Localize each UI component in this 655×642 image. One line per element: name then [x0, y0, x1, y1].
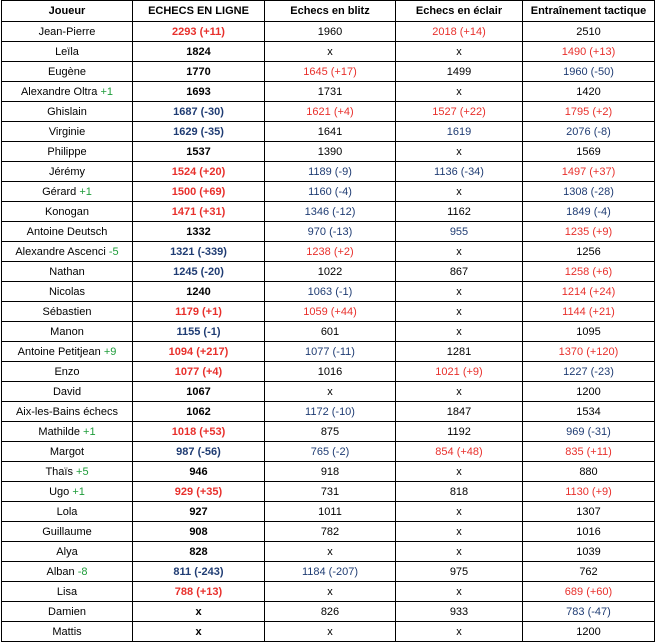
eclair-rating: 1847	[396, 402, 523, 422]
player-cell	[2, 442, 133, 462]
player-cell	[2, 402, 133, 422]
player-cell	[2, 522, 133, 542]
tactic-rating: 969 (-31)	[523, 422, 655, 442]
blitz-rating: x	[265, 542, 396, 562]
tactic-rating: 1256	[523, 242, 655, 262]
blitz-rating: 1077 (-11)	[265, 342, 396, 362]
eclair-rating: x	[396, 502, 523, 522]
player-name: Margot	[49, 445, 85, 458]
eclair-rating: 975	[396, 562, 523, 582]
eclair-rating: x	[396, 282, 523, 302]
player-name: David	[52, 385, 82, 398]
tactic-rating: 1849 (-4)	[523, 202, 655, 222]
player-cell	[2, 22, 133, 42]
player-cell	[2, 342, 133, 362]
player-name: Ghislain	[47, 105, 87, 118]
eclair-rating: 1619	[396, 122, 523, 142]
eclair-rating: 1162	[396, 202, 523, 222]
player-cell	[2, 362, 133, 382]
table-row	[2, 422, 655, 442]
tactic-rating: 880	[523, 462, 655, 482]
player-cell	[2, 502, 133, 522]
table-row	[2, 562, 655, 582]
blitz-rating: 1238 (+2)	[265, 242, 396, 262]
eclair-rating: 1499	[396, 62, 523, 82]
player-name: Alexandre Ascenci	[15, 245, 106, 258]
eclair-rating: 2018 (+14)	[396, 22, 523, 42]
player-cell	[2, 282, 133, 302]
table-row	[2, 442, 655, 462]
online-rating: 929 (+35)	[133, 482, 265, 502]
online-rating: 811 (-243)	[133, 562, 265, 582]
tactic-rating: 1016	[523, 522, 655, 542]
tactic-rating: 1235 (+9)	[523, 222, 655, 242]
blitz-rating: 1063 (-1)	[265, 282, 396, 302]
table-row	[2, 322, 655, 342]
player-name: Ugo	[49, 485, 70, 498]
table-row	[2, 502, 655, 522]
blitz-rating: 1390	[265, 142, 396, 162]
eclair-rating: 1192	[396, 422, 523, 442]
tactic-rating: 1200	[523, 622, 655, 642]
player-name: Philippe	[47, 145, 87, 158]
online-rating: 1155 (-1)	[133, 322, 265, 342]
player-cell	[2, 322, 133, 342]
player-cell	[2, 262, 133, 282]
eclair-rating: 1021 (+9)	[396, 362, 523, 382]
online-rating: x	[133, 622, 265, 642]
online-rating: 1629 (-35)	[133, 122, 265, 142]
table-row	[2, 382, 655, 402]
online-rating: x	[133, 602, 265, 622]
player-cell	[2, 542, 133, 562]
blitz-rating: 1184 (-207)	[265, 562, 396, 582]
online-rating: 1471 (+31)	[133, 202, 265, 222]
table-row	[2, 302, 655, 322]
player-cell	[2, 562, 133, 582]
tactic-rating: 1497 (+37)	[523, 162, 655, 182]
online-rating: 1332	[133, 222, 265, 242]
player-cell	[2, 222, 133, 242]
tactic-rating: 1144 (+21)	[523, 302, 655, 322]
table-row	[2, 542, 655, 562]
table-row	[2, 482, 655, 502]
blitz-rating: 1731	[265, 82, 396, 102]
player-bonus: -8	[77, 565, 88, 578]
online-rating: 1245 (-20)	[133, 262, 265, 282]
tactic-rating: 1039	[523, 542, 655, 562]
tactic-rating: 2076 (-8)	[523, 122, 655, 142]
online-rating: 946	[133, 462, 265, 482]
eclair-rating: x	[396, 182, 523, 202]
eclair-rating: x	[396, 462, 523, 482]
blitz-rating: 875	[265, 422, 396, 442]
table-row	[2, 102, 655, 122]
table-row	[2, 362, 655, 382]
eclair-rating: x	[396, 302, 523, 322]
table-row	[2, 622, 655, 642]
header-tactic: Entraînement tactique	[523, 1, 655, 22]
blitz-rating: 1016	[265, 362, 396, 382]
player-name: Aix-les-Bains échecs	[15, 405, 119, 418]
blitz-rating: 826	[265, 602, 396, 622]
tactic-rating: 1227 (-23)	[523, 362, 655, 382]
online-rating: 1321 (-339)	[133, 242, 265, 262]
table-row	[2, 122, 655, 142]
online-rating: 1094 (+217)	[133, 342, 265, 362]
header-online: ECHECS EN LIGNE	[133, 1, 265, 22]
blitz-rating: x	[265, 622, 396, 642]
player-bonus: +5	[76, 465, 89, 478]
header-row	[2, 1, 655, 22]
eclair-rating: x	[396, 142, 523, 162]
player-bonus: +9	[103, 345, 117, 358]
table-row	[2, 22, 655, 42]
online-rating: 908	[133, 522, 265, 542]
player-name: Sébastien	[42, 305, 92, 318]
eclair-rating: x	[396, 382, 523, 402]
blitz-rating: 1346 (-12)	[265, 202, 396, 222]
player-name: Leïla	[55, 45, 79, 58]
header-blitz: Echecs en blitz	[265, 1, 396, 22]
player-name: Alexandre Oltra	[20, 85, 98, 98]
player-name: Antoine Deutsch	[26, 225, 108, 238]
eclair-rating: x	[396, 582, 523, 602]
blitz-rating: 1011	[265, 502, 396, 522]
table-row	[2, 402, 655, 422]
eclair-rating: 1527 (+22)	[396, 102, 523, 122]
eclair-rating: x	[396, 322, 523, 342]
blitz-rating: 1641	[265, 122, 396, 142]
blitz-rating: 731	[265, 482, 396, 502]
tactic-rating: 1130 (+9)	[523, 482, 655, 502]
player-cell	[2, 142, 133, 162]
tactic-rating: 1214 (+24)	[523, 282, 655, 302]
player-cell	[2, 242, 133, 262]
tactic-rating: 1490 (+13)	[523, 42, 655, 62]
player-cell	[2, 82, 133, 102]
eclair-rating: 854 (+48)	[396, 442, 523, 462]
tactic-rating: 1307	[523, 502, 655, 522]
player-cell	[2, 102, 133, 122]
online-rating: 2293 (+11)	[133, 22, 265, 42]
blitz-rating: 1621 (+4)	[265, 102, 396, 122]
blitz-rating: 601	[265, 322, 396, 342]
player-cell	[2, 602, 133, 622]
blitz-rating: 1645 (+17)	[265, 62, 396, 82]
table-row	[2, 202, 655, 222]
table-row	[2, 62, 655, 82]
player-name: Gérard	[42, 185, 77, 198]
blitz-rating: 1059 (+44)	[265, 302, 396, 322]
player-name: Virginie	[48, 125, 86, 138]
online-rating: 1500 (+69)	[133, 182, 265, 202]
online-rating: 1537	[133, 142, 265, 162]
player-cell	[2, 422, 133, 442]
table-row	[2, 582, 655, 602]
online-rating: 1067	[133, 382, 265, 402]
header-eclair: Echecs en éclair	[396, 1, 523, 22]
eclair-rating: 933	[396, 602, 523, 622]
tactic-rating: 1258 (+6)	[523, 262, 655, 282]
player-cell	[2, 482, 133, 502]
tactic-rating: 1534	[523, 402, 655, 422]
blitz-rating: 918	[265, 462, 396, 482]
tactic-rating: 835 (+11)	[523, 442, 655, 462]
tactic-rating: 1960 (-50)	[523, 62, 655, 82]
player-name: Manon	[50, 325, 84, 338]
blitz-rating: 1960	[265, 22, 396, 42]
online-rating: 788 (+13)	[133, 582, 265, 602]
online-rating: 1077 (+4)	[133, 362, 265, 382]
blitz-rating: 1189 (-9)	[265, 162, 396, 182]
table-row	[2, 242, 655, 262]
player-cell	[2, 382, 133, 402]
online-rating: 1693	[133, 82, 265, 102]
tactic-rating: 762	[523, 562, 655, 582]
player-bonus: +1	[79, 185, 92, 198]
player-bonus: -5	[108, 245, 119, 258]
tactic-rating: 783 (-47)	[523, 602, 655, 622]
player-bonus: +1	[100, 85, 114, 98]
table-row	[2, 222, 655, 242]
player-cell	[2, 302, 133, 322]
player-name: Jean-Pierre	[38, 25, 96, 38]
online-rating: 1770	[133, 62, 265, 82]
eclair-rating: 867	[396, 262, 523, 282]
online-rating: 1018 (+53)	[133, 422, 265, 442]
eclair-rating: x	[396, 242, 523, 262]
tactic-rating: 1200	[523, 382, 655, 402]
player-bonus: +1	[72, 485, 85, 498]
player-name: Alban	[46, 565, 75, 578]
tactic-rating: 689 (+60)	[523, 582, 655, 602]
online-rating: 987 (-56)	[133, 442, 265, 462]
player-name: Mathilde	[38, 425, 80, 438]
player-name: Eugène	[48, 65, 86, 78]
blitz-rating: 765 (-2)	[265, 442, 396, 462]
ratings-table	[1, 0, 655, 642]
eclair-rating: x	[396, 622, 523, 642]
player-name: Alya	[56, 545, 78, 558]
table-row	[2, 342, 655, 362]
blitz-rating: x	[265, 42, 396, 62]
blitz-rating: 1160 (-4)	[265, 182, 396, 202]
online-rating: 1824	[133, 42, 265, 62]
tactic-rating: 1569	[523, 142, 655, 162]
player-name: Enzo	[54, 365, 80, 378]
eclair-rating: 818	[396, 482, 523, 502]
player-cell	[2, 202, 133, 222]
table-row	[2, 182, 655, 202]
table-row	[2, 262, 655, 282]
player-cell	[2, 582, 133, 602]
eclair-rating: 955	[396, 222, 523, 242]
table-header	[2, 1, 655, 22]
tactic-rating: 1370 (+120)	[523, 342, 655, 362]
player-name: Thaïs	[45, 465, 73, 478]
online-rating: 1687 (-30)	[133, 102, 265, 122]
player-cell	[2, 122, 133, 142]
table-row	[2, 42, 655, 62]
player-name: Nicolas	[48, 285, 86, 298]
tactic-rating: 1795 (+2)	[523, 102, 655, 122]
player-cell	[2, 62, 133, 82]
table-row	[2, 82, 655, 102]
player-cell	[2, 42, 133, 62]
blitz-rating: 782	[265, 522, 396, 542]
blitz-rating: x	[265, 582, 396, 602]
player-cell	[2, 162, 133, 182]
online-rating: 1524 (+20)	[133, 162, 265, 182]
tactic-rating: 1308 (-28)	[523, 182, 655, 202]
player-name: Nathan	[49, 265, 85, 278]
eclair-rating: 1281	[396, 342, 523, 362]
eclair-rating: x	[396, 522, 523, 542]
player-bonus: +1	[83, 425, 96, 438]
eclair-rating: x	[396, 542, 523, 562]
tactic-rating: 2510	[523, 22, 655, 42]
player-cell	[2, 462, 133, 482]
online-rating: 927	[133, 502, 265, 522]
player-name: Jérémy	[48, 165, 86, 178]
player-cell	[2, 182, 133, 202]
eclair-rating: x	[396, 82, 523, 102]
online-rating: 828	[133, 542, 265, 562]
blitz-rating: 1172 (-10)	[265, 402, 396, 422]
player-name: Konogan	[44, 205, 90, 218]
header-player: Joueur	[2, 1, 133, 22]
blitz-rating: x	[265, 382, 396, 402]
tactic-rating: 1420	[523, 82, 655, 102]
online-rating: 1240	[133, 282, 265, 302]
blitz-rating: 1022	[265, 262, 396, 282]
table-row	[2, 142, 655, 162]
player-name: Damien	[48, 605, 86, 618]
table-row	[2, 602, 655, 622]
online-rating: 1062	[133, 402, 265, 422]
player-name: Mattis	[52, 625, 82, 638]
player-cell	[2, 622, 133, 642]
table-row	[2, 462, 655, 482]
blitz-rating: 970 (-13)	[265, 222, 396, 242]
player-name: Lola	[56, 505, 78, 518]
player-name: Lisa	[56, 585, 78, 598]
tactic-rating: 1095	[523, 322, 655, 342]
table-row	[2, 522, 655, 542]
eclair-rating: 1136 (-34)	[396, 162, 523, 182]
eclair-rating: x	[396, 42, 523, 62]
online-rating: 1179 (+1)	[133, 302, 265, 322]
table-row	[2, 162, 655, 182]
player-name: Antoine Petitjean	[17, 345, 101, 358]
player-name: Guillaume	[42, 525, 92, 538]
table-body	[2, 22, 655, 642]
table-row	[2, 282, 655, 302]
